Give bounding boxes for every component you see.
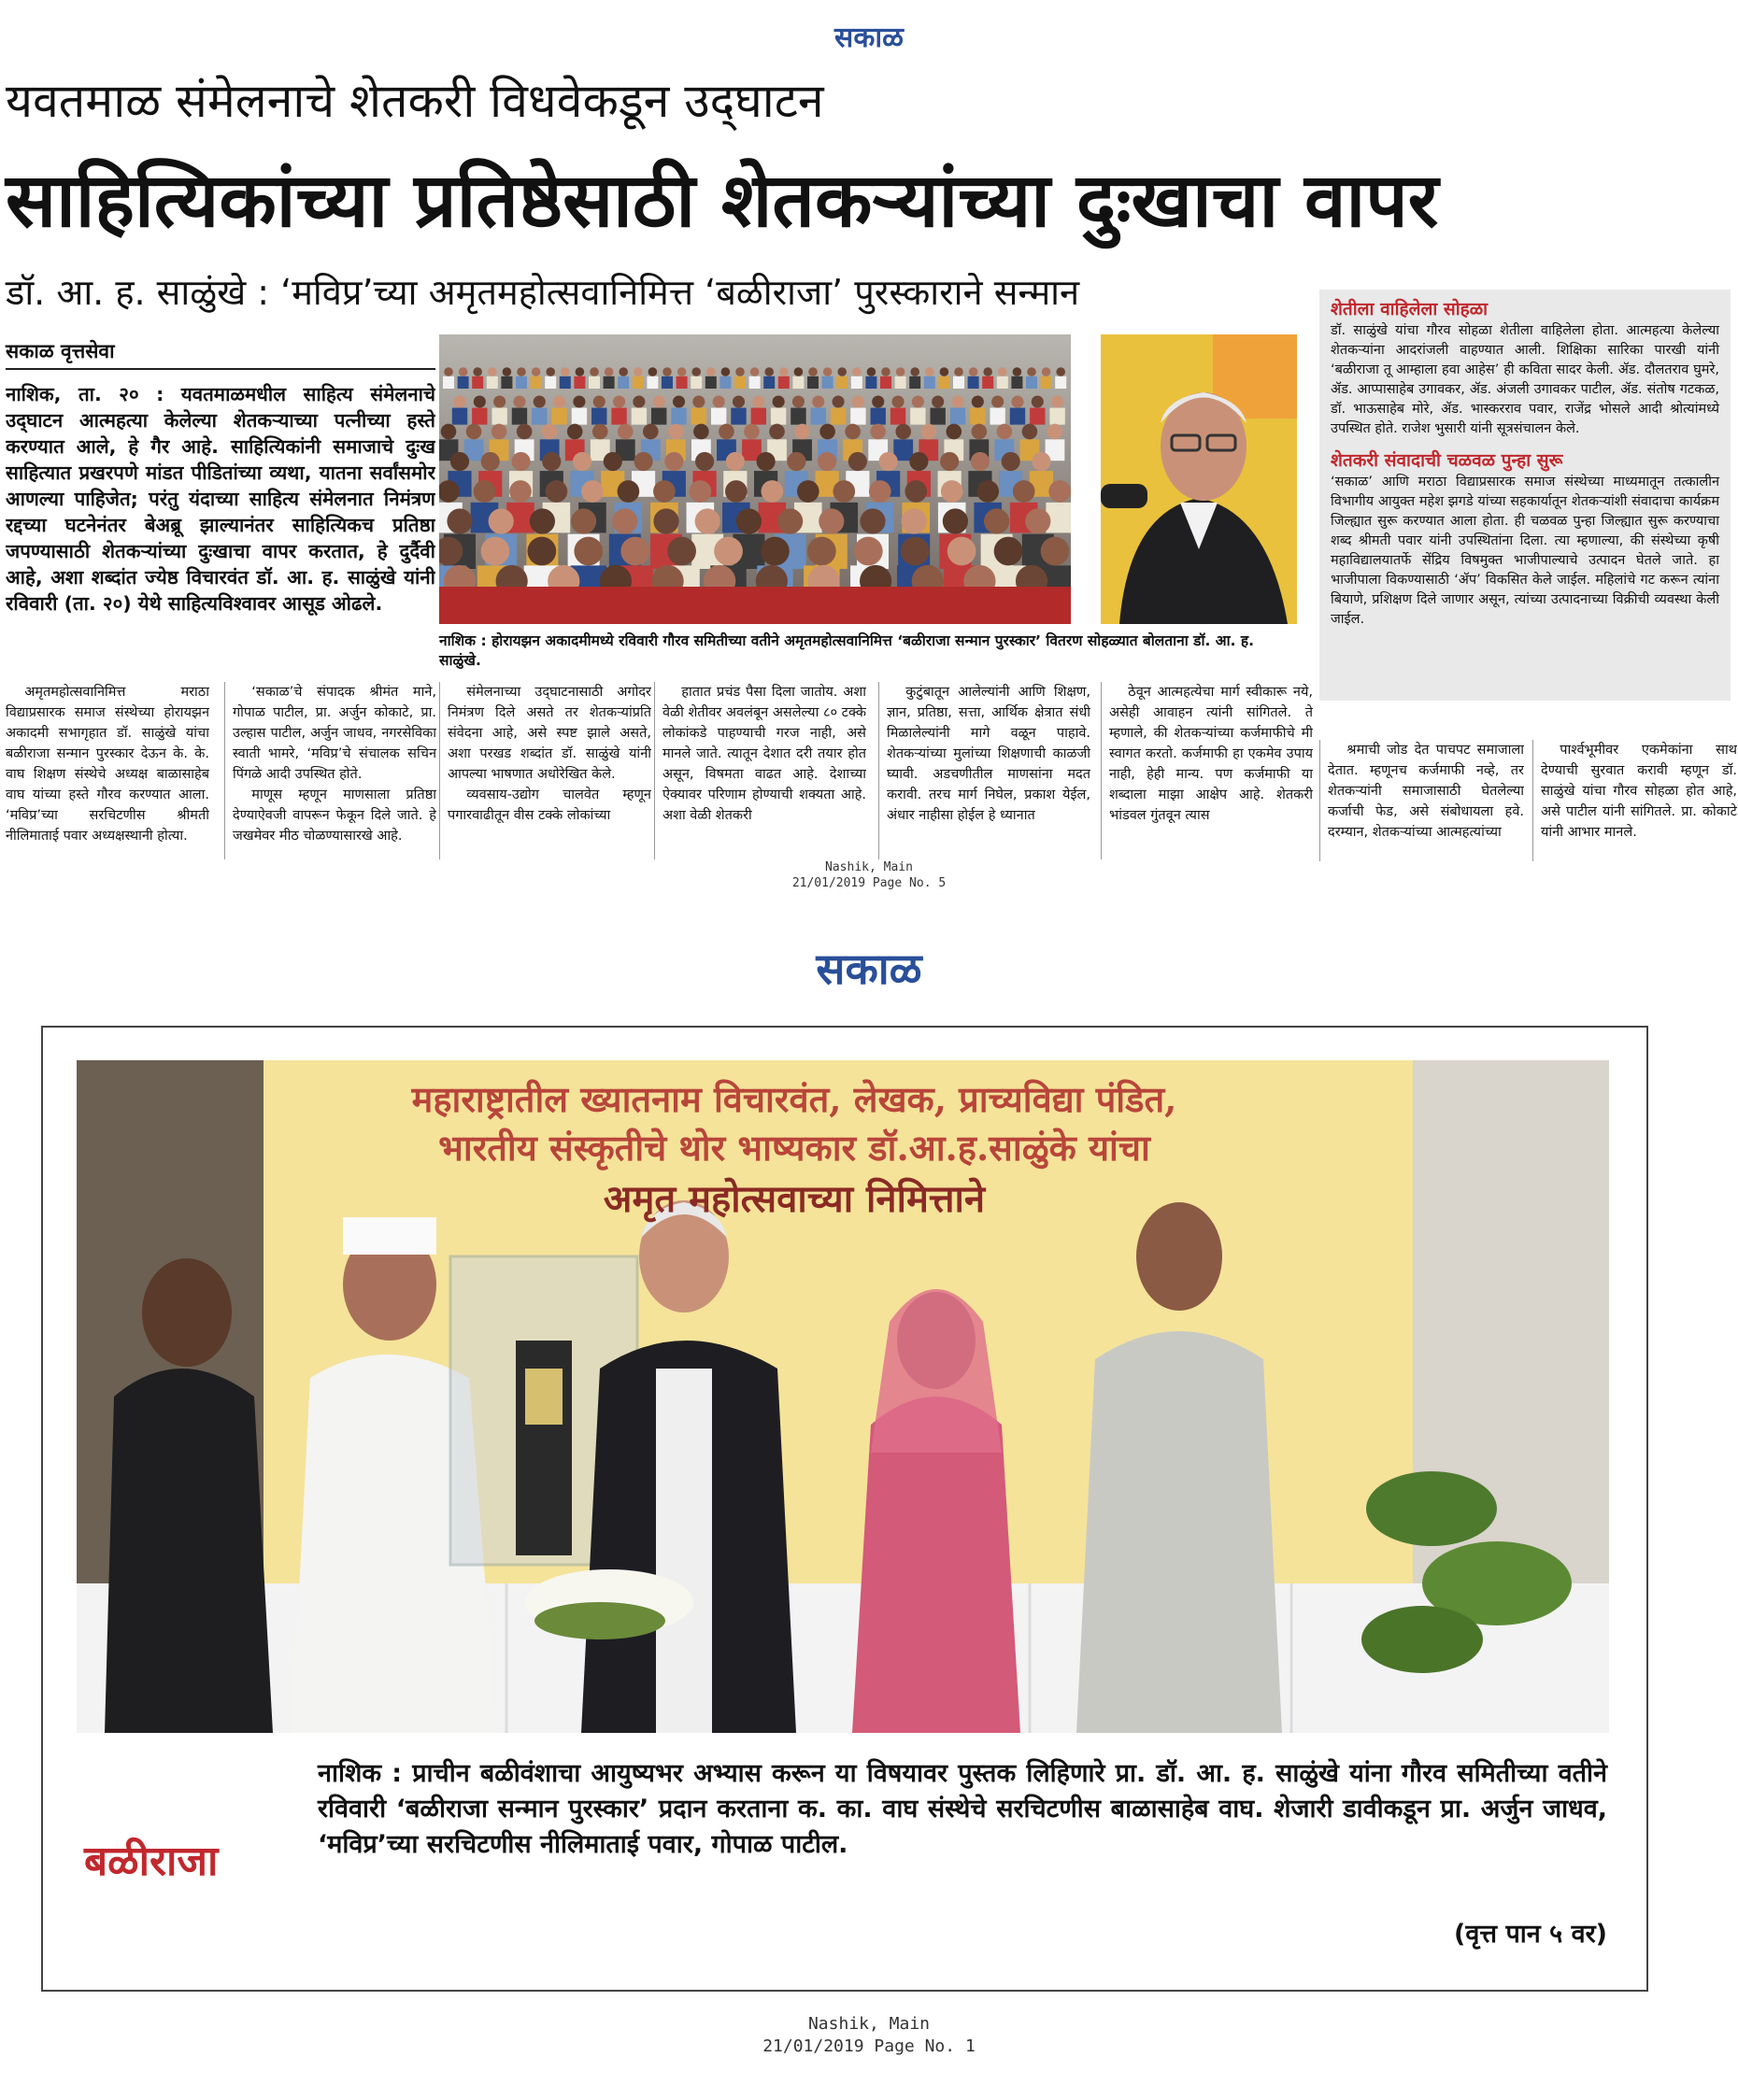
column-paragraph: ठेवून आत्महत्येचा मार्ग स्वीकारू नये, असेही आवाहन त्यांनी सांगितले. ते म्हणाले, की शेतकऱ्यांच्या कर्जमाफीचे मी स्वागत करतो. कर्जमाफी हा एकमेव उपाय नाही, हेही मान्य. पण कर्जमाफी या शब्दाला माझा आक्षेप आहे. शेतकरी भांडवल गुंतवून त्यास (1109, 685, 1313, 823)
page-note-1 (729, 2013, 1009, 2058)
body-column-6 (1101, 682, 1313, 859)
stage-banner (280, 1074, 1308, 1223)
body-column-7 (1319, 740, 1524, 861)
page-note-date-2: 21/01/2019 Page No. 1 (762, 2036, 976, 2056)
column-paragraph: संमेलनाच्या उद्‌घाटनासाठी अगोदर निमंत्रण दिले असते तर शेतकऱ्यांप्रति संवेदना आहे, असे स्पष्ट झाले असते, अशा परखड शब्दांत डॉ. साळुंखे यांनी आपल्या भाषणात अधोरेखित केले. (448, 685, 651, 782)
masthead-top: सकाळ (834, 21, 904, 54)
column-paragraph: कुटुंबातून आलेल्यांनी आणि शिक्षण, ज्ञान, प्रतिष्ठा, सत्ता, आर्थिक क्षेत्रात संधी मिळालेल्यांनी मागे वळून पाहावे. शेतकऱ्यांच्या मुलांच्या शिक्षणाची काळजी घ्यावी. अडचणीतील माणसांना मदत करावी. तरच मार्ग निघेल, प्रकाश येईल, अंधार नाहीसा होईल हे ध्यानात (887, 685, 1090, 823)
banner-line-3: अमृत महोत्सवाच्या निमित्ताने (603, 1177, 986, 1221)
column-paragraph: श्रमाची जोड देत पाचपट समाजाला देतात. म्हणूनच कर्जमाफी नव्हे, तर शेतकऱ्यांनी समाजासाठी घेतलेल्या कर्जाची फेड, असे संबोधायला हवे. दरम्यान, शेतकऱ्यांच्या आत्महत्यांच्या (1328, 743, 1524, 840)
body-column-4 (654, 682, 866, 859)
speaker-portrait (1101, 334, 1297, 624)
column-paragraph: व्यवसाय-उद्योग चालवेत म्हणून पगारवाढीतून वीस टक्के लोकांच्या (448, 788, 651, 823)
body-column-3 (439, 682, 651, 859)
kicker-headline: यवतमाळ संमेलनाचे शेतकरी विधवेकडून उद्‌घाटन (6, 74, 824, 128)
body-column-5 (878, 682, 1090, 859)
byline: सकाळ वृत्तसेवा (6, 338, 435, 370)
award-caption: नाशिक : प्राचीन बळीवंशाचा आयुष्यभर अभ्यास करून या विषयावर पुस्तक लिहिणारे प्रा. डॉ. आ. ह. साळुंखे यांना गौरव समितीच्या वतीने रविवारी ‘बळीराजा सन्मान पुरस्कार’ प्रदान करताना क. का. वाघ संस्थेचे सरचिटणीस बाळासाहेब वाघ. शेजारी डावीकडून प्रा. अर्जुन जाधव, ‘मविप्र’च्या सरचिटणीस नीलिमाताई पवार, गोपाळ पाटील. (318, 1759, 1607, 1859)
column-paragraph: हातात प्रचंड पैसा दिला जातोय. अशा वेळी शेतीवर अवलंबून असलेल्या ८० टक्के लोकांकडे पाहण्याची गरज नाही, असे मानले जाते. त्यातून देशात दरी तयार होत असून, विषमता वाढत आहे. देशाच्या ऐक्यावर परिणाम होण्याची शक्यता आहे. अशा वेळी शेतकरी (662, 685, 866, 823)
column-paragraph: पार्श्वभूमीवर एकमेकांना साथ देण्याची सुरवात करावी म्हणून डॉ. साळुंखे यांचा गौरव सोहळा होत आहे, असे पाटील यांनी सांगितले. प्रा. कोकाटे यांनी आभार मानले. (1541, 743, 1737, 840)
masthead-bottom: सकाळ (816, 944, 922, 994)
sidebar-box (1319, 290, 1731, 701)
body-column-1 (6, 682, 209, 859)
main-headline: साहित्यिकांच्या प्रतिष्ठेसाठी शेतकऱ्यांच्या दुःखाचा वापर (6, 157, 1439, 244)
lead-paragraph: नाशिक, ता. २० : यवतमाळमधील साहित्य संमेलनाचे उद्‌घाटन आत्महत्या केलेल्या शेतकऱ्याच्या पत्नीच्या हस्ते करण्यात आले, हे गैर आहे. साहित्यिकांनी समाजाचे दुःख साहित्यात प्रखरपणे मांडत पीडितांच्या व्यथा, यातना सर्वांसमोर आणल्या पाहिजेत; परंतु यंदाच्या साहित्य संमेलनात निमंत्रण रद्दच्या घटनेनंतर बेअब्रू झाल्यानंतर साहित्यिकच प्रतिष्ठा जपण्यासाठी शेतकऱ्यांच्या दुःखाचा वापर करतात, हे दुर्दैवी आहे, अशा शब्दांत ज्येष्ठ विचारवंत डॉ. आ. ह. साळुंखे यांनी रविवारी (ता. २०) येथे साहित्यविश्वावर आसूड ओढले. (6, 383, 435, 615)
sidebar-text-2: ‘सकाळ’ आणि मराठा विद्याप्रसारक समाज संस्थेच्या माध्यमातून तत्कालीन विभागीय आयुक्त महेश झगडे यांच्या सहकार्यातून शेतकऱ्यांशी संवादाचा कार्यक्रम जिल्ह्यात सुरू करण्यात आला होता. ही चळवळ पुन्हा जिल्ह्यात सुरू करण्याचा शब्द श्रीमती पवार यांनी उपस्थितांना दिला. त्या म्हणाल्या, की संस्थेच्या कृषी महाविद्यालयातर्फे सेंद्रिय विषमुक्त भाजीपाल्याचे उत्पादन घेतले जाते. हा भाजीपाला विकण्यासाठी ‘ॲप’ विकसित केले जाईल. महिलांचे गट करून त्यांना बियाणे, प्रशिक्षण दिले जाणार असून, त्यांच्या उत्पादनाच्या विक्रीची व्यवस्था केली जाईल. (1331, 475, 1719, 627)
banner-line-2: भारतीय संस्कृतीचे थोर भाष्यकार डॉ.आ.ह.साळुंके यांचा (438, 1127, 1150, 1169)
column-paragraph: माणूस म्हणून माणसाला प्रतिष्ठा देण्याऐवजी वापरून फेकून दिले जाते. हे जखमेवर मीठ चोळण्यासारखे आहे. (233, 788, 436, 844)
column-paragraph: अमृतमहोत्सवानिमित्त मराठा विद्याप्रसारक समाज संस्थेच्या होरायझन अकादमी सभागृहात डॉ. साळुंखे यांचा बळीराजा सन्मान पुरस्कार देऊन के. के. वाघ शिक्षण संस्थेचे अध्यक्ष बाळासाहेब वाघ यांच्या हस्ते गौरव करण्यात आला. ‘मविप्र’च्या सरचिटणीस श्रीमती नीलिमाताई पवार अध्यक्षस्थानी होत्या. (6, 685, 209, 844)
sidebar-title-1: शेतीला वाहिलेला सोहळा (1331, 299, 1489, 319)
sidebar-text-1: डॉ. साळुंखे यांचा गौरव सोहळा शेतीला वाहिलेला होता. आत्महत्या केलेल्या शेतकऱ्यांना आदरांजली वाहण्यात आली. शिक्षिका सारिका पारखी यांनी ‘बळीराजा तू आम्हाला हवा आहेस’ ही कविता सादर केली. ॲड. दौलतराव घुमरे, ॲड. आप्पासाहेब उगावकर, ॲड. अंजली उगावकर पाटील, ॲड. संतोष गटकळ, डॉ. भाऊसाहेब मोरे, ॲड. भास्करराव पवार, राजेंद्र भोसले आदी श्रोत्यांमध्ये उपस्थित होते. राजेश भुसारी यांनी सूत्रसंचालन केले. (1331, 323, 1719, 436)
body-column-2 (224, 682, 436, 859)
baliraja-label: बळीराजा (84, 1838, 219, 1885)
page-note-5 (776, 859, 962, 891)
body-column-8 (1532, 740, 1737, 861)
audience-photo (439, 334, 1071, 624)
page-note-edition-2: Nashik, Main (807, 2014, 931, 2034)
subheadline: डॉ. आ. ह. साळुंखे : ‘मविप्र’च्या अमृतमहोत्सवानिमित्त ‘बळीराजा’ पुरस्काराने सन्मान (6, 272, 1080, 313)
photo-caption-top: नाशिक : होरायझन अकादमीमध्ये रविवारी गौरव समितीच्या वतीने अमृतमहोत्सवानिमित्त ‘बळीराजा सन्मान पुरस्कार’ वितरण सोहळ्यात बोलताना डॉ. आ. ह. साळुंखे. (439, 632, 1254, 669)
banner-line-1: महाराष्ट्रातील ख्यातनाम विचारवंत, लेखक, प्राच्यविद्या पंडित, (411, 1078, 1177, 1120)
sidebar-title-2: शेतकरी संवादाची चळवळ पुन्हा सुरू (1331, 450, 1563, 471)
column-paragraph: ‘सकाळ’चे संपादक श्रीमंत माने, गोपाळ पाटील, प्रा. अर्जुन कोकाटे, प्रा. उल्हास पाटील, अर्जुन जाधव, नगरसेविका स्वाती भामरे, ‘मविप्र’चे संचालक सचिन पिंगळे आदी उपस्थित होते. (233, 685, 436, 782)
page-note-edition: Nashik, Main (825, 860, 913, 874)
page-note-date: 21/01/2019 Page No. 5 (791, 876, 947, 890)
continued-note: (वृत्त पान ५ वर) (1454, 1920, 1607, 1949)
